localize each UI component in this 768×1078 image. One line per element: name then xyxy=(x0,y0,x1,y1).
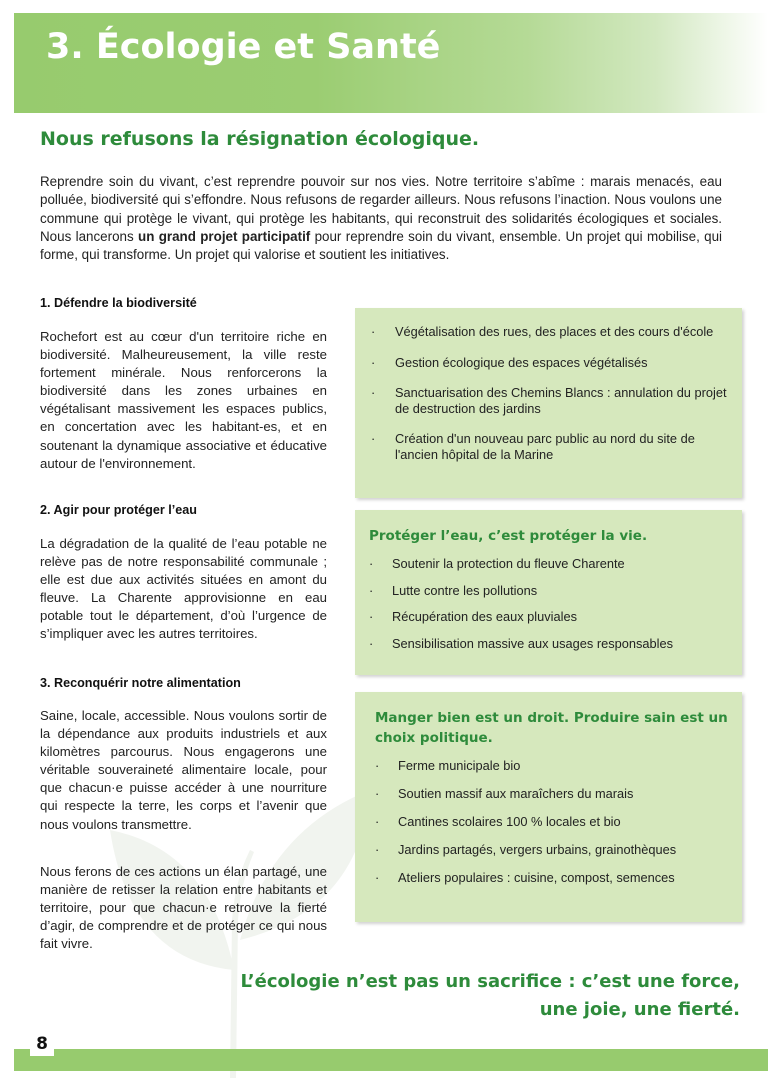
food-measures-box xyxy=(355,692,742,922)
bullet-icon: · xyxy=(369,556,374,571)
section-title-biodiversity: 1. Défendre la biodiversité xyxy=(40,296,197,310)
list-item-text: Récupération des eaux pluviales xyxy=(392,609,577,624)
list-item xyxy=(369,609,735,625)
bullet-icon: · xyxy=(375,842,380,857)
box-title: Protéger l’eau, c’est protéger la vie. xyxy=(369,528,648,544)
section-paragraph-conclusion: Nous ferons de ces actions un élan partagé, une manière de retisser la relation entre habitants et territoire, pour que chacun·e retrouve la fierté d’agir, de comprendre et de protéger ce qui nous fait vivre. xyxy=(40,864,327,952)
list-item xyxy=(371,324,731,340)
list-item xyxy=(375,758,735,774)
page-title: 3. Écologie et Santé xyxy=(46,27,441,67)
bullet-icon: · xyxy=(371,324,376,339)
list-item xyxy=(375,870,735,886)
section-paragraph-biodiversity: Rochefort est au cœur d'un territoire riche en biodiversité. Malheureusement, la ville reste fortement minérale. Nous renforcerons la biodiversité dans les zones urbaines en végétalisant massivement les espaces publics, en concertation avec les habitant-es, et en soutenant la dynamique associative et éducative autour de l'environnement. xyxy=(40,329,327,471)
list-item xyxy=(375,842,735,858)
biodiversity-measures-box xyxy=(355,308,742,498)
list-item-text: Soutenir la protection du fleuve Charente xyxy=(392,556,625,571)
list-item-text: Création d'un nouveau parc public au nord du site de l'ancien hôpital de la Marine xyxy=(395,431,695,462)
list-item-text: Soutien massif aux maraîchers du marais xyxy=(398,786,634,801)
bullet-icon: · xyxy=(375,786,380,801)
bullet-icon: · xyxy=(375,758,380,773)
water-list xyxy=(369,556,735,651)
bullet-icon: · xyxy=(371,431,376,446)
list-item-text: Végétalisation des rues, des places et des cours d'école xyxy=(395,324,714,339)
closing-tagline xyxy=(240,968,740,1024)
list-item xyxy=(375,814,735,830)
list-item-text: Sensibilisation massive aux usages responsables xyxy=(392,635,673,651)
list-item-text: Ateliers populaires : cuisine, compost, semences xyxy=(398,870,675,885)
section-paragraph-water: La dégradation de la qualité de l’eau potable ne relève pas de notre responsabilité communale ; elle est due aux activités situées en amont du fleuve. La Charente approvisionne en eau potable tout le département, d’où l’urgence de s’impliquer avec les autres territoires. xyxy=(40,536,327,642)
list-item-text: Jardins partagés, vergers urbains, grainothèques xyxy=(398,842,677,857)
list-item-text: Lutte contre les pollutions xyxy=(392,582,538,598)
biodiversity-list xyxy=(371,324,731,462)
list-item-text: Sanctuarisation des Chemins Blancs : annulation du projet de destruction des jardins xyxy=(395,385,727,416)
intro-text: Reprendre soin du vivant, c’est reprendre pouvoir sur nos vies. Notre territoire s’abîme : marais menacés, eau polluée, biodiversité qui s’effondre. Nous refusons de regarder ailleurs. Nous refusons l’inaction. Nous voulons une commune qui protège le vivant, qui protège les habitants, qui reconstruit des solidarités écologiques et sociales. Nous lancerons xyxy=(40,174,722,244)
bullet-icon: · xyxy=(375,814,380,829)
tagline-line-2: une joie, une fierté. xyxy=(539,999,740,1020)
section-paragraph-food: Saine, locale, accessible. Nous voulons sortir de la dépendance aux produits industriels et aux kilomètres parcourus. Nous engagerons une véritable souveraineté alimentaire locale, pour que chacun·e puisse accéder à une nourriture qui respecte la terre, les corps et l’avenir que nous voulons transmettre. xyxy=(40,708,327,832)
intro-text-end: pour reprendre soin du vivant, ensemble. Un projet qui mobilise, qui forme, qui transforme. Un projet qui valorise et soutient les initiatives. xyxy=(40,228,722,263)
list-item xyxy=(371,431,731,462)
list-item-text: Gestion écologique des espaces végétalisés xyxy=(395,354,648,370)
bullet-icon: · xyxy=(371,354,376,370)
intro-paragraph xyxy=(40,173,722,264)
section-title-water: 2. Agir pour protéger l’eau xyxy=(40,503,197,517)
bullet-icon: · xyxy=(369,635,374,651)
page-number: 8 xyxy=(30,1032,54,1056)
bullet-icon: · xyxy=(369,609,374,624)
bullet-icon: · xyxy=(371,385,376,400)
list-item-text: Ferme municipale bio xyxy=(398,758,521,773)
water-measures-box xyxy=(355,510,742,675)
list-item-text: Cantines scolaires 100 % locales et bio xyxy=(398,814,621,829)
footer-band xyxy=(14,1049,768,1071)
tagline-line-1: L’écologie n’est pas un sacrifice : c’est une force, xyxy=(240,971,740,992)
bullet-icon: · xyxy=(375,870,380,885)
list-item xyxy=(371,385,731,416)
list-item xyxy=(369,556,735,572)
list-item xyxy=(375,786,735,802)
section-subtitle: Nous refusons la résignation écologique. xyxy=(40,128,480,150)
list-item xyxy=(369,583,735,599)
intro-bold: un grand projet participatif xyxy=(138,228,311,244)
bullet-icon: · xyxy=(369,582,374,598)
list-item xyxy=(369,636,735,652)
box-title: Manger bien est un droit. Produire sain est un choix politique. xyxy=(375,710,728,746)
section-title-food: 3. Reconquérir notre alimentation xyxy=(40,676,241,690)
food-list xyxy=(375,758,735,886)
list-item xyxy=(371,355,731,371)
